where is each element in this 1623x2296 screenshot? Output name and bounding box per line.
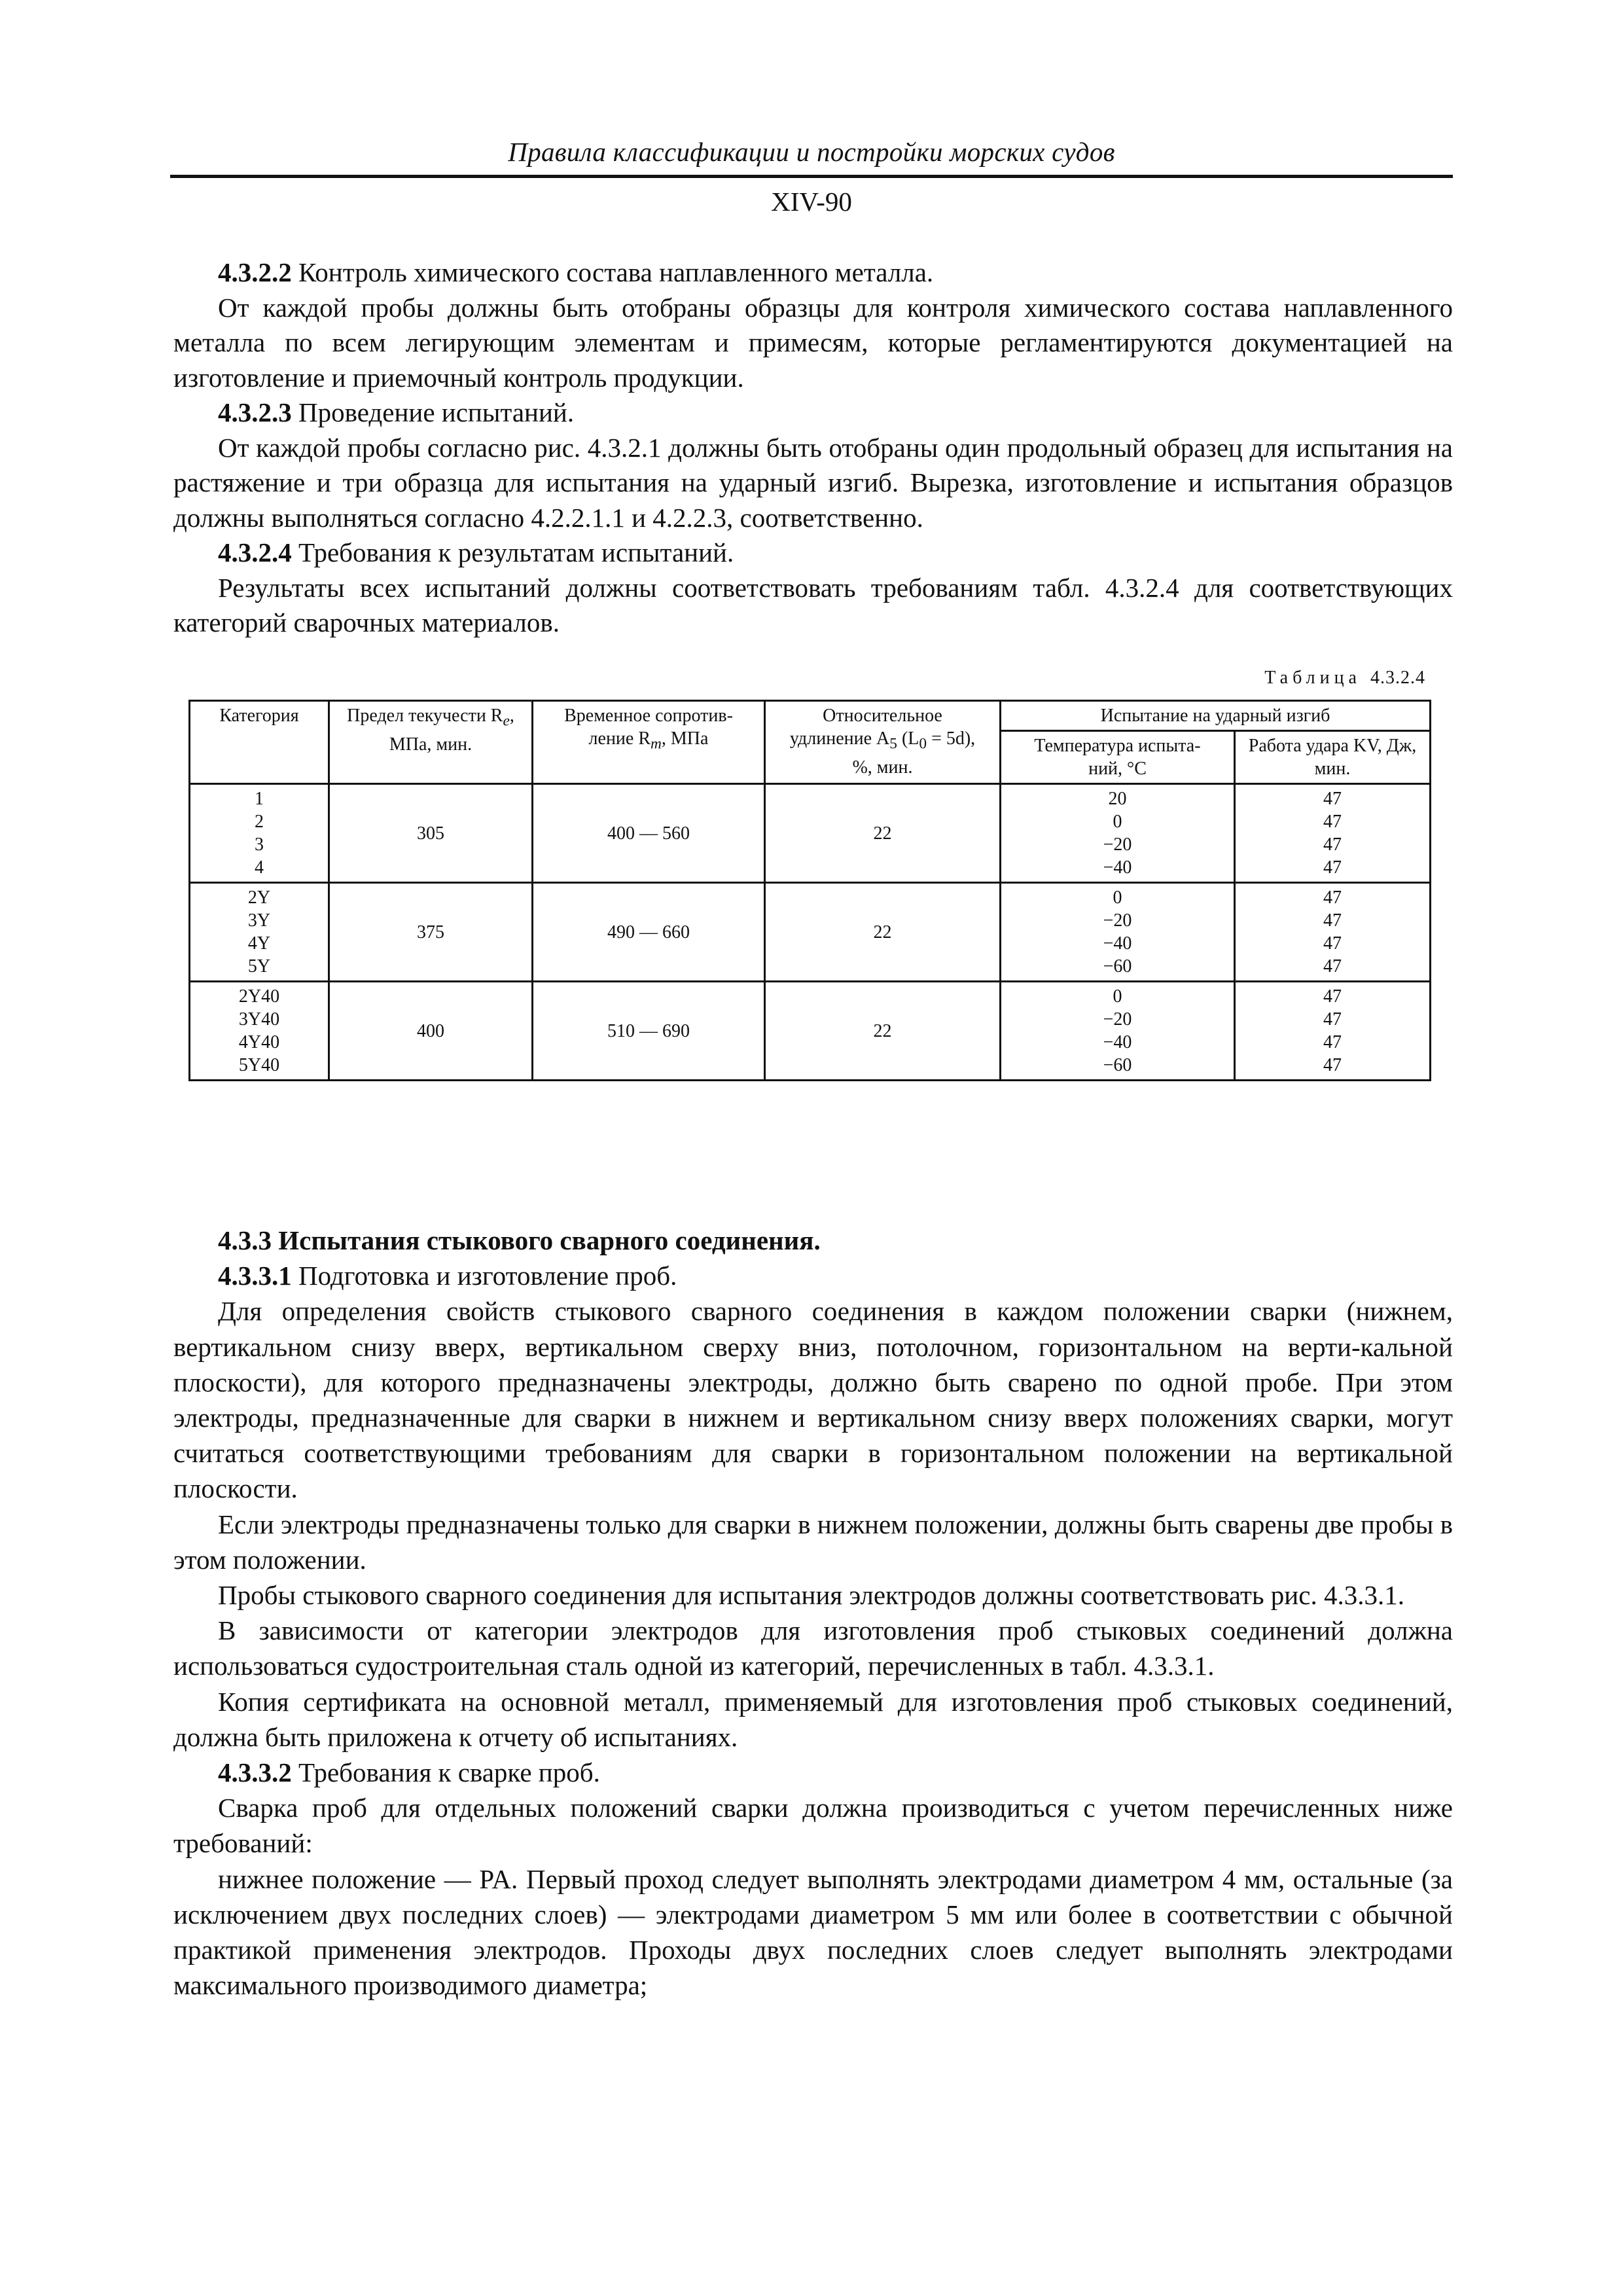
bottom-text-block [173, 1223, 1453, 2003]
energy-cell: 47 47 47 47 [1235, 982, 1431, 1081]
yield-cell: 400 [329, 982, 533, 1081]
header-impact-energy: Работа удара KV, Дж, мин. [1235, 731, 1431, 784]
header-test-temperature: Температура испыта- ний, °С [1001, 731, 1235, 784]
paragraph: Копия сертификата на основной металл, применяемый для изготовления проб стыковых соединений, должна быть приложена к отчету об испытаниях. [173, 1686, 1453, 1752]
yield-cell: 375 [329, 883, 533, 982]
energy-cell: 47 47 47 47 [1235, 883, 1431, 982]
table-row [190, 784, 1431, 883]
paragraph: От каждой пробы должны быть отобраны образцы для контроля химического состава наплавленного металла по всем легирующим элементам и примесям, которые регламентируются документацией на изготовление и приемочный контроль продукции. [173, 292, 1453, 393]
paragraph-4-3-2-3-title [173, 395, 1453, 431]
paragraph-4-3-2-2-title [173, 255, 1453, 291]
paragraph: В зависимости от категории электродов для изготовления проб стыковых соединений должна использоваться судостроительная сталь одной из категорий, перечисленных в табл. 4.3.3.1. [173, 1615, 1453, 1681]
table-caption [1264, 668, 1425, 689]
elongation-cell: 22 [765, 883, 1001, 982]
paragraph: Пробы стыкового сварного соединения для испытания электродов должны соответствовать рис. 4.3.3.1. [218, 1580, 1404, 1611]
tensile-cell: 510 — 690 [533, 982, 765, 1081]
section-heading-4-3-3: 4.3.3 Испытания стыкового сварного соединения. [218, 1225, 821, 1255]
clause-title: Требования к результатам испытаний. [291, 537, 734, 567]
top-text-block [173, 255, 1453, 641]
table-header-row [190, 701, 1431, 731]
tensile-cell: 490 — 660 [533, 883, 765, 982]
header-category: Категория [190, 701, 329, 784]
category-cell: 1 2 3 4 [190, 784, 329, 883]
requirements-table [188, 700, 1431, 1081]
paragraph: Для определения свойств стыкового сварного соединения в каждом положении сварки (нижнем, вертикальном снизу вверх, вертикальном сверху вниз, потолочном, горизонтальном на верти-кальной плоскости), для которого предназначены электроды, должно быть сварено по одной пробе. При этом электроды, предназначенные для сварки в нижнем и вертикальном снизу вверх положениях сварки, могут считаться соответствующими требованиям для сварки в горизонтальном положении на вертикальной плоскости. [173, 1296, 1453, 1504]
yield-cell: 305 [329, 784, 533, 883]
paragraph-4-3-3-2-title [173, 1755, 1453, 1790]
page-number: XIV-90 [771, 187, 852, 217]
clause-title: Проведение испытаний. [291, 397, 575, 427]
energy-cell: 47 47 47 47 [1235, 784, 1431, 883]
clause-title: Подготовка и изготовление проб. [291, 1261, 677, 1291]
header-yield-strength: Предел текучести $R_e$, МПа, мин. [329, 701, 533, 784]
temperature-cell: 0 −20 −40 −60 [1001, 883, 1235, 982]
paragraph: Результаты всех испытаний должны соответствовать требованиям табл. 4.3.2.4 для соответствующих категорий сварочных материалов. [173, 572, 1453, 637]
paragraph: Если электроды предназначены только для сварки в нижнем положении, должны быть сварены две пробы в этом положении. [173, 1509, 1453, 1575]
header-rule [170, 175, 1453, 178]
paragraph: Сварка проб для отдельных положений сварки должна производиться с учетом перечисленных ниже требований: [173, 1793, 1453, 1859]
clause-number: 4.3.2.4 [218, 537, 292, 567]
clause-title: Контроль химического состава наплавленного металла. [291, 257, 934, 287]
paragraph-4-3-2-4-title [173, 535, 1453, 571]
table-row [190, 883, 1431, 982]
category-cell: 2Y40 3Y40 4Y40 5Y40 [190, 982, 329, 1081]
clause-number: 4.3.2.3 [218, 397, 292, 427]
clause-number: 4.3.3.1 [218, 1261, 292, 1291]
header-elongation: Относительное удлинение $A_5$ $(L_0 = 5d)$, %, мин. [765, 701, 1001, 784]
clause-title: Требования к сварке проб. [291, 1757, 600, 1788]
temperature-cell: 0 −20 −40 −60 [1001, 982, 1235, 1081]
paragraph: нижнее положение — PA. Первый проход следует выполнять электродами диаметром 4 мм, остальные (за исключением двух последних слоев) — электродами диаметром 5 мм или более в соответствии с обычной практикой применения электродов. Проходы двух последних слоев следует выполнять электродами максимального производимого диаметра; [173, 1863, 1453, 2001]
paragraph-4-3-3-1-title [173, 1258, 1453, 1293]
table-caption-label: Таблица [1264, 668, 1361, 688]
elongation-cell: 22 [765, 982, 1001, 1081]
header-tensile-strength: Временное сопротив- ление $R_m$, МПа [533, 701, 765, 784]
clause-number: 4.3.3.2 [218, 1757, 292, 1788]
elongation-cell: 22 [765, 784, 1001, 883]
table-caption-number: 4.3.2.4 [1370, 668, 1425, 688]
temperature-cell: 20 0 −20 −40 [1001, 784, 1235, 883]
tensile-cell: 400 — 560 [533, 784, 765, 883]
paragraph: От каждой пробы согласно рис. 4.3.2.1 должны быть отобраны один продольный образец для испытания на растяжение и три образца для испытания на ударный изгиб. Вырезка, изготовление и испытания образцов должны выполняться согласно 4.2.2.1.1 и 4.2.2.3, соответственно. [173, 432, 1453, 533]
header-impact-test: Испытание на ударный изгиб [1001, 701, 1431, 731]
category-cell: 2Y 3Y 4Y 5Y [190, 883, 329, 982]
table-row [190, 982, 1431, 1081]
clause-number: 4.3.2.2 [218, 257, 292, 287]
running-title: Правила классификации и постройки морских судов [508, 137, 1115, 167]
